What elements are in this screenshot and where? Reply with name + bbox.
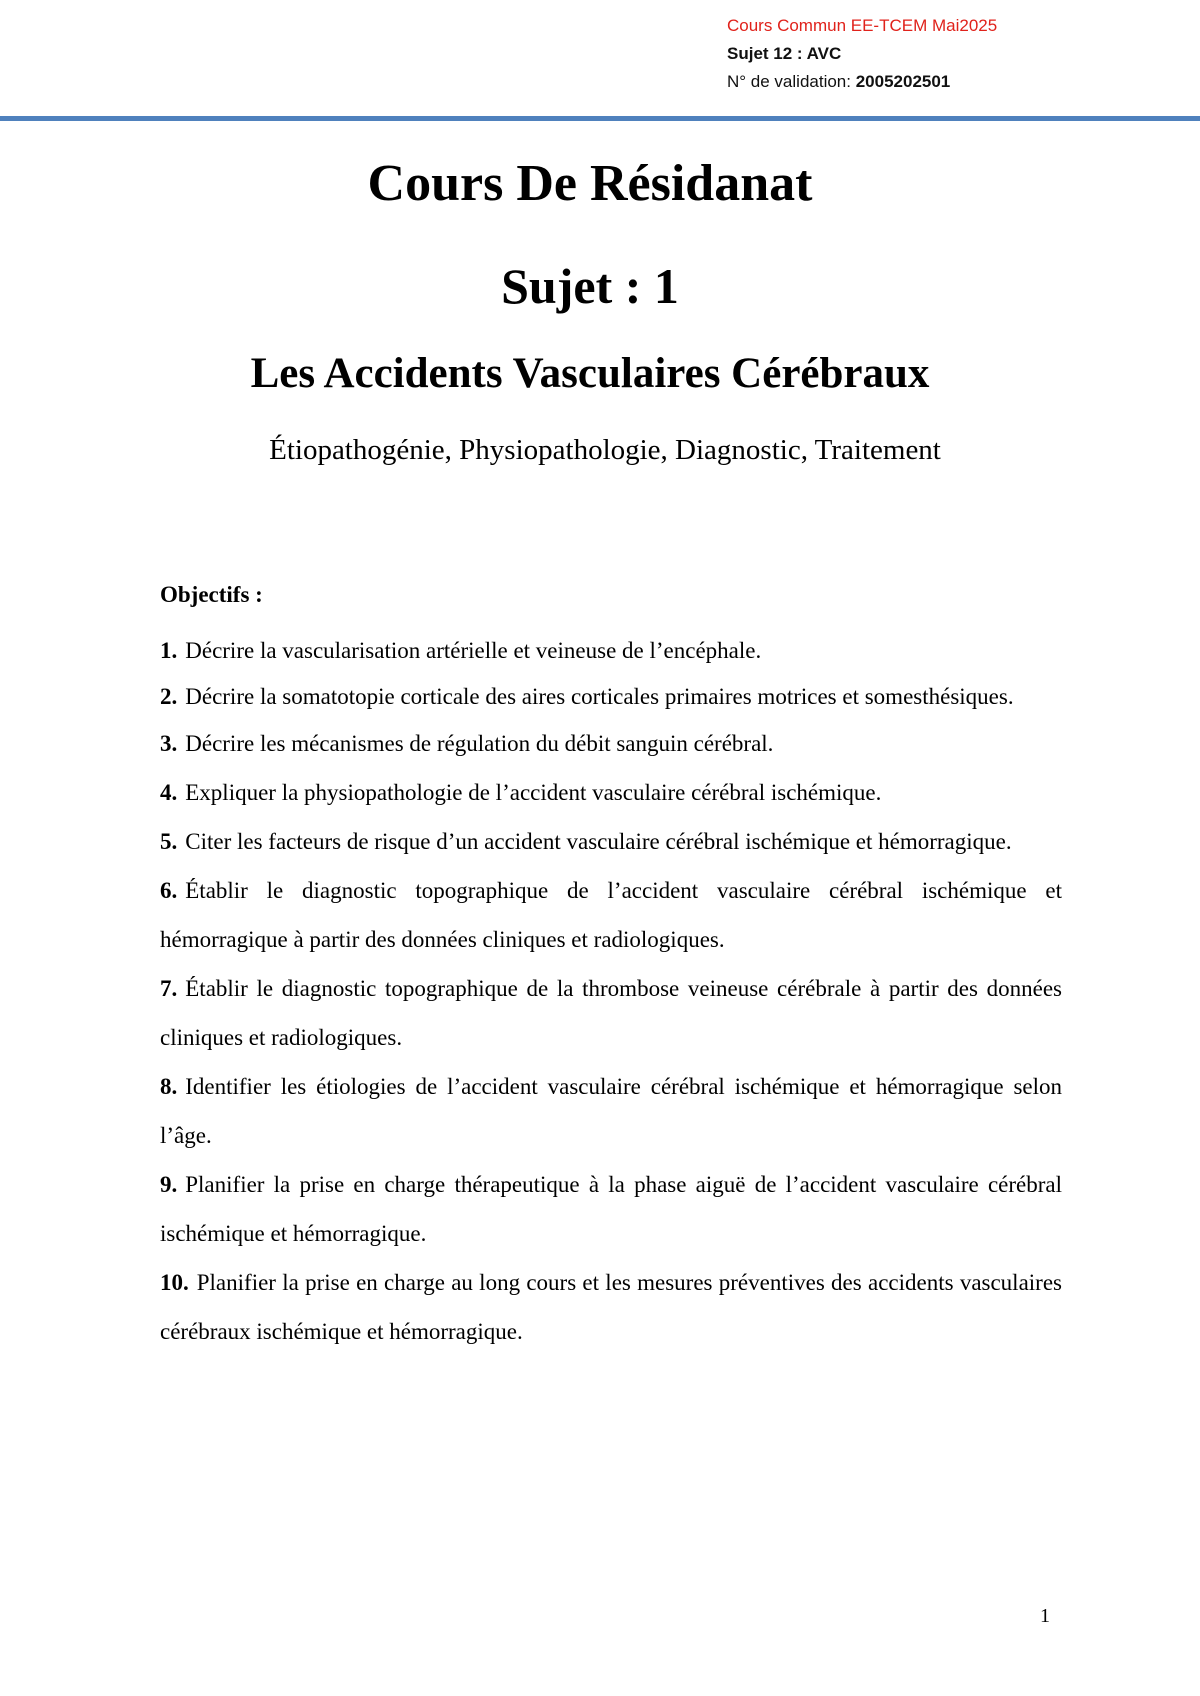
objective-item (160, 1160, 1062, 1258)
subject-number: Sujet : 1 (501, 258, 679, 314)
objective-number: 3. (160, 731, 178, 756)
objective-number: 7. (160, 976, 178, 1001)
header-divider (0, 116, 1200, 121)
objectives-section (160, 580, 1062, 1356)
objective-text: Décrire les mécanismes de régulation du débit sanguin cérébral. (185, 731, 774, 756)
objective-text: Établir le diagnostic topographique de l’accident vasculaire cérébral ischémique et hémorragique à partir des données cliniques et radiologiques. (160, 878, 1062, 952)
document-title: Cours De Résidanat (367, 155, 813, 212)
objective-text: Décrire la vascularisation artérielle et veineuse de l’encéphale. (185, 638, 762, 663)
objective-number: 4. (160, 780, 178, 805)
objective-item (160, 1258, 1062, 1356)
objective-number: 5. (160, 829, 178, 854)
objective-item (160, 768, 1062, 817)
objective-number: 6. (160, 878, 178, 903)
objective-item (160, 626, 1062, 675)
validation-label: N° de validation: (727, 72, 851, 91)
objective-text: Planifier la prise en charge thérapeutique à la phase aiguë de l’accident vasculaire cérébral ischémique et hémorragique. (160, 1172, 1062, 1246)
objective-number: 8. (160, 1074, 178, 1099)
subject-subtitle: Étiopathogénie, Physiopathologie, Diagnostic, Traitement (269, 434, 941, 466)
validation-value: 2005202501 (855, 72, 951, 91)
header-validation-line (727, 68, 997, 96)
objective-item (160, 866, 1062, 964)
objective-item (160, 719, 1062, 768)
objective-number: 2. (160, 684, 178, 709)
objective-text: Décrire la somatotopie corticale des aires corticales primaires motrices et somesthésiques. (185, 684, 1014, 709)
objective-number: 10. (160, 1270, 189, 1295)
page-number: 1 (1040, 1605, 1050, 1627)
subject-title: Les Accidents Vasculaires Cérébraux (250, 350, 930, 397)
header-course-line: Cours Commun EE-TCEM Mai2025 (727, 16, 998, 35)
objectives-heading: Objectifs : (160, 582, 263, 607)
objective-text: Identifier les étiologies de l’accident vasculaire cérébral ischémique et hémorragique selon l’âge. (160, 1074, 1062, 1148)
objective-text: Planifier la prise en charge au long cours et les mesures préventives des accidents vasculaires cérébraux ischémique et hémorragique. (160, 1270, 1062, 1344)
objective-item (160, 1062, 1062, 1160)
page-header (727, 12, 997, 96)
objective-text: Citer les facteurs de risque d’un accident vasculaire cérébral ischémique et hémorragique. (185, 829, 1012, 854)
objective-text: Établir le diagnostic topographique de la thrombose veineuse cérébrale à partir des données cliniques et radiologiques. (160, 976, 1062, 1050)
objective-item (160, 675, 1062, 719)
objective-text: Expliquer la physiopathologie de l’accident vasculaire cérébral ischémique. (185, 780, 882, 805)
objective-number: 1. (160, 638, 178, 663)
objective-item (160, 817, 1062, 866)
header-subject-line: Sujet 12 : AVC (727, 44, 842, 63)
objective-number: 9. (160, 1172, 178, 1197)
objective-item (160, 964, 1062, 1062)
